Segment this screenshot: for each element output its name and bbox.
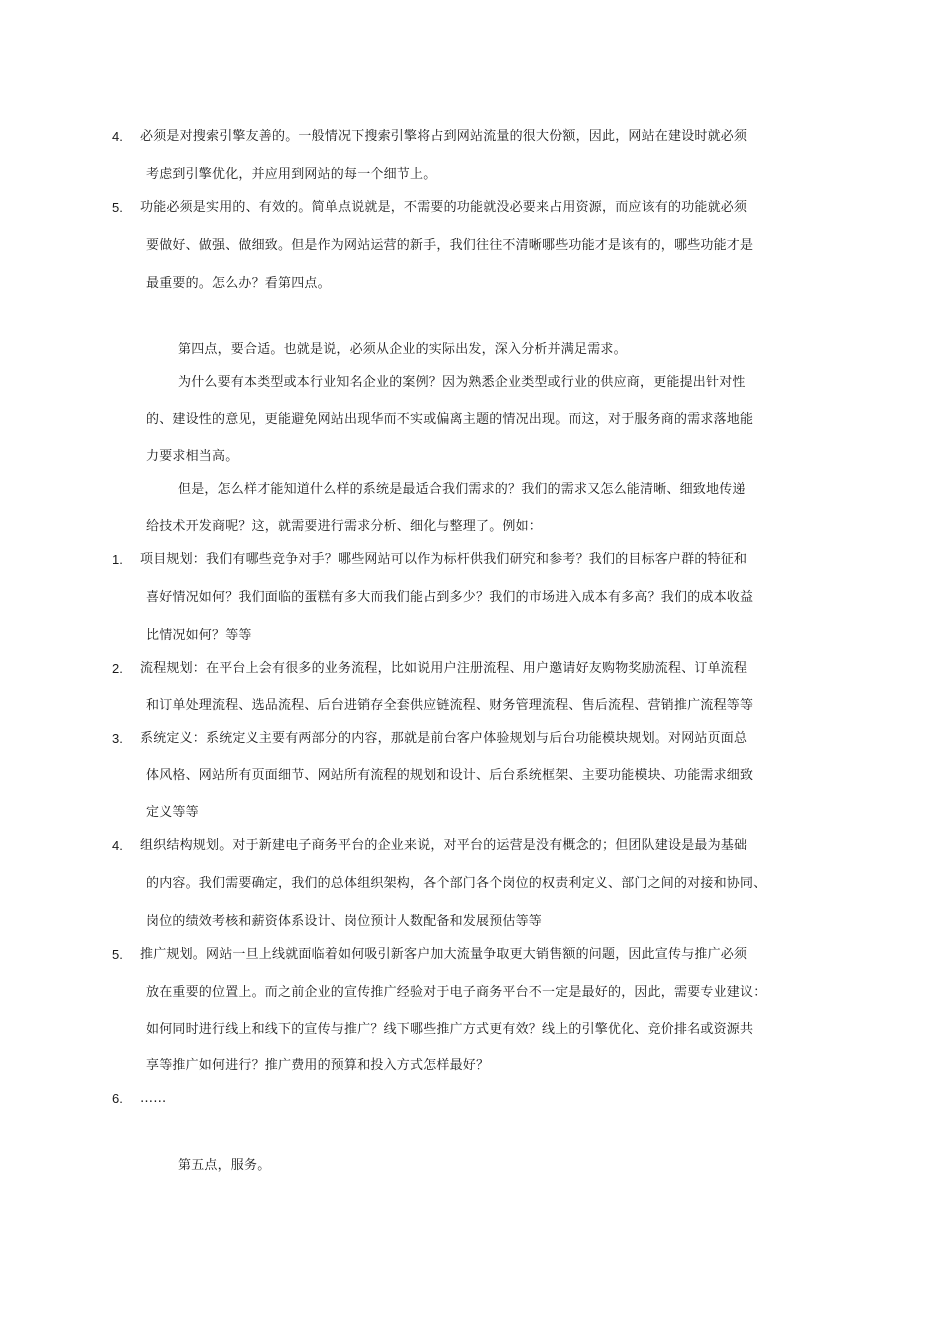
list-item-line: 享等推广如何进行？推广费用的预算和投入方式怎样最好？ — [146, 1058, 490, 1073]
list-item-line: 流程规划：在平台上会有很多的业务流程，比如说用户注册流程、用户邀请好友购物奖励流程、订单流程 — [140, 661, 748, 676]
list-item-line: 定义等等 — [146, 805, 199, 820]
list-number: 4. — [112, 838, 123, 853]
paragraph-line: 为什么要有本类型或本行业知名企业的案例？因为熟悉企业类型或行业的供应商，更能提出针对性 — [178, 375, 746, 390]
list-number: 3. — [112, 731, 123, 746]
list-item-line: 要做好、做强、做细致。但是作为网站运营的新手，我们往往不清晰哪些功能才是该有的，哪些功能才是 — [146, 238, 754, 253]
list-item-line: 必须是对搜索引擎友善的。一般情况下搜索引擎将占到网站流量的很大份额，因此，网站在建设时就必须 — [140, 129, 748, 144]
list-item-line: 岗位的绩效考核和薪资体系设计、岗位预计人数配备和发展预估等等 — [146, 914, 543, 929]
paragraph-line: 的、建设性的意见，更能避免网站出现华而不实或偏离主题的情况出现。而这，对于服务商的需求落地能 — [146, 412, 754, 427]
list-item-line: 放在重要的位置上。而之前企业的宣传推广经验对于电子商务平台不一定是最好的，因此，需要专业建议： — [146, 985, 767, 1000]
list-item-line: 项目规划：我们有哪些竞争对手？哪些网站可以作为标杆供我们研究和参考？我们的目标客户群的特征和 — [140, 552, 748, 567]
list-item-line: 功能必须是实用的、有效的。简单点说就是，不需要的功能就没必要来占用资源，而应该有的功能就必须 — [140, 200, 748, 215]
list-item-line: 系统定义：系统定义主要有两部分的内容，那就是前台客户体验规划与后台功能模块规划。对网站页面总 — [140, 731, 748, 746]
list-item-line: 喜好情况如何？我们面临的蛋糕有多大而我们能占到多少？我们的市场进入成本有多高？我们的成本收益 — [146, 590, 754, 605]
paragraph-line: 但是，怎么样才能知道什么样的系统是最适合我们需求的？我们的需求又怎么能清晰、细致地传递 — [178, 482, 746, 497]
section-heading: 第四点，要合适。也就是说，必须从企业的实际出发，深入分析并满足需求。 — [178, 342, 627, 357]
list-item-line: 的内容。我们需要确定，我们的总体组织架构，各个部门各个岗位的权责利定义、部门之间的对接和协同、 — [146, 876, 767, 891]
list-item-line: 和订单处理流程、选品流程、后台进销存全套供应链流程、财务管理流程、售后流程、营销推广流程等等 — [146, 698, 754, 713]
paragraph-line: 力要求相当高。 — [146, 449, 239, 464]
list-number: 5. — [112, 200, 123, 215]
section-heading: 第五点，服务。 — [178, 1158, 271, 1173]
list-number: 4. — [112, 129, 123, 144]
list-item-line: 推广规划。网站一旦上线就面临着如何吸引新客户加大流量争取更大销售额的问题，因此宣传与推广必须 — [140, 947, 748, 962]
list-item-line: …… — [140, 1091, 167, 1106]
list-item-line: 考虑到引擎优化，并应用到网站的每一个细节上。 — [146, 167, 437, 182]
list-item-line: 比情况如何？等等 — [146, 628, 252, 643]
list-item-line: 体风格、网站所有页面细节、网站所有流程的规划和设计、后台系统框架、主要功能模块、功能需求细致 — [146, 768, 754, 783]
list-item-line: 最重要的。怎么办？看第四点。 — [146, 276, 331, 291]
list-item-line: 如何同时进行线上和线下的宣传与推广？线下哪些推广方式更有效？线上的引擎优化、竞价排名或资源共 — [146, 1022, 754, 1037]
list-number: 1. — [112, 552, 123, 567]
list-item-line: 组织结构规划。对于新建电子商务平台的企业来说，对平台的运营是没有概念的；但团队建设是最为基础 — [140, 838, 748, 853]
paragraph-line: 给技术开发商呢？这，就需要进行需求分析、细化与整理了。例如： — [146, 519, 543, 534]
list-number: 2. — [112, 661, 123, 676]
list-number: 5. — [112, 947, 123, 962]
list-number: 6. — [112, 1091, 123, 1106]
